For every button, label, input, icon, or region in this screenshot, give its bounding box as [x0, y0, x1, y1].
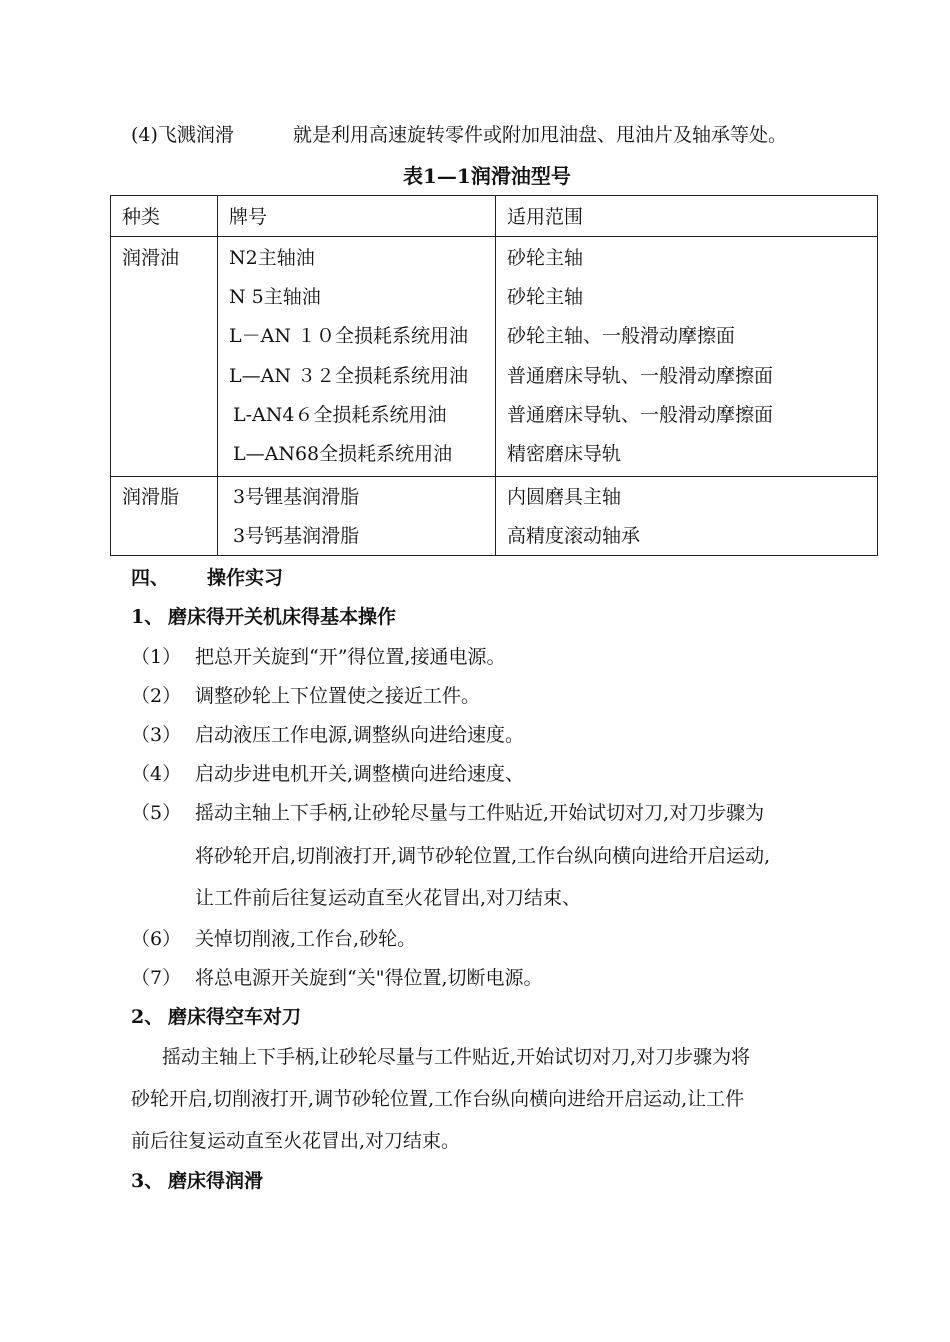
list-item-number: （1）	[131, 646, 182, 668]
list-item-text: 关悼切削液,工作台,砂轮。	[195, 928, 417, 950]
subsection-title: 磨床得空车对刀	[168, 1006, 302, 1028]
table-header-brand: 牌号	[229, 206, 268, 228]
table-header-category: 种类	[122, 206, 161, 228]
table-row-brand: L－AN １０全损耗系统用油	[229, 325, 469, 347]
table-row-usage: 内圆磨具主轴	[507, 486, 622, 508]
table-title: 表1—1润滑油型号	[403, 164, 571, 188]
table-group-divider	[111, 476, 877, 477]
table-row-usage: 砂轮主轴、一般滑动摩擦面	[507, 325, 736, 347]
table-row-brand: N 5主轴油	[229, 286, 321, 308]
table-row-brand: L—AN68全损耗系统用油	[233, 443, 453, 465]
table-row-usage: 精密磨床导轨	[507, 443, 622, 465]
table-header-divider	[111, 236, 877, 237]
paragraph-line: 砂轮开启,切削液打开,调节砂轮位置,工作台纵向横向进给开启运动,让工件	[131, 1088, 745, 1110]
table-column-divider-1	[217, 196, 218, 555]
table-column-divider-2	[495, 196, 496, 555]
list-item-number: （5）	[131, 802, 182, 824]
table-row-usage: 砂轮主轴	[507, 286, 584, 308]
list-item-number: （6）	[131, 928, 182, 950]
list-item-number: （4）	[131, 763, 182, 785]
section-number: 四、	[131, 567, 170, 589]
subsection-title: 磨床得润滑	[168, 1170, 264, 1192]
list-item-text: 摇动主轴上下手柄,让砂轮尽量与工件贴近,开始试切对刀,对刀步骤为	[195, 802, 765, 824]
table-category-oil: 润滑油	[122, 247, 180, 269]
lubricant-table	[110, 195, 878, 556]
list-item-text: 将砂轮开启,切削液打开,调节砂轮位置,工作台纵向横向进给开启运动,	[195, 845, 771, 867]
list-item-number: （2）	[131, 685, 182, 707]
table-row-brand: L-AN4６全损耗系统用油	[233, 404, 447, 426]
paragraph-line: 摇动主轴上下手柄,让砂轮尽量与工件贴近,开始试切对刀,对刀步骤为将	[162, 1046, 751, 1068]
table-row-usage: 高精度滚动轴承	[507, 525, 641, 547]
list-item-text: 将总电源开关旋到“关"得位置,切断电源。	[195, 967, 543, 989]
table-row-usage: 普通磨床导轨、一般滑动摩擦面	[507, 365, 774, 387]
subsection-title: 磨床得开关机床得基本操作	[168, 606, 397, 628]
table-category-grease: 润滑脂	[122, 486, 180, 508]
subsection-number: 1、	[131, 606, 164, 628]
list-item-text: 启动液压工作电源,调整纵向进给速度。	[195, 724, 525, 746]
table-row-brand: L—AN ３２全损耗系统用油	[229, 365, 469, 387]
list-item-number: （3）	[131, 724, 182, 746]
table-row-usage: 普通磨床导轨、一般滑动摩擦面	[507, 404, 774, 426]
table-header-usage: 适用范围	[507, 206, 584, 228]
paragraph-line: 前后往复运动直至火花冒出,对刀结束。	[131, 1130, 461, 1152]
table-row-brand: N2主轴油	[229, 247, 315, 269]
list-item-text: 把总开关旋到“开”得位置,接通电源。	[195, 646, 506, 668]
section-title: 操作实习	[207, 567, 284, 589]
list-item-text: 启动步进电机开关,调整横向进给速度、	[195, 763, 525, 785]
table-row-brand: 3号钙基润滑脂	[233, 525, 360, 547]
list-item-text: 调整砂轮上下位置使之接近工件。	[195, 685, 481, 707]
list-item-number: （7）	[131, 967, 182, 989]
table-row-usage: 砂轮主轴	[507, 247, 584, 269]
intro-text: 就是利用高速旋转零件或附加甩油盘、甩油片及轴承等处。	[293, 124, 788, 146]
subsection-number: 3、	[131, 1170, 164, 1192]
table-row-brand: 3号锂基润滑脂	[233, 486, 360, 508]
subsection-number: 2、	[131, 1006, 164, 1028]
intro-label: (4)飞溅润滑	[131, 124, 234, 146]
list-item-text: 让工件前后往复运动直至火花冒出,对刀结束、	[195, 887, 582, 909]
